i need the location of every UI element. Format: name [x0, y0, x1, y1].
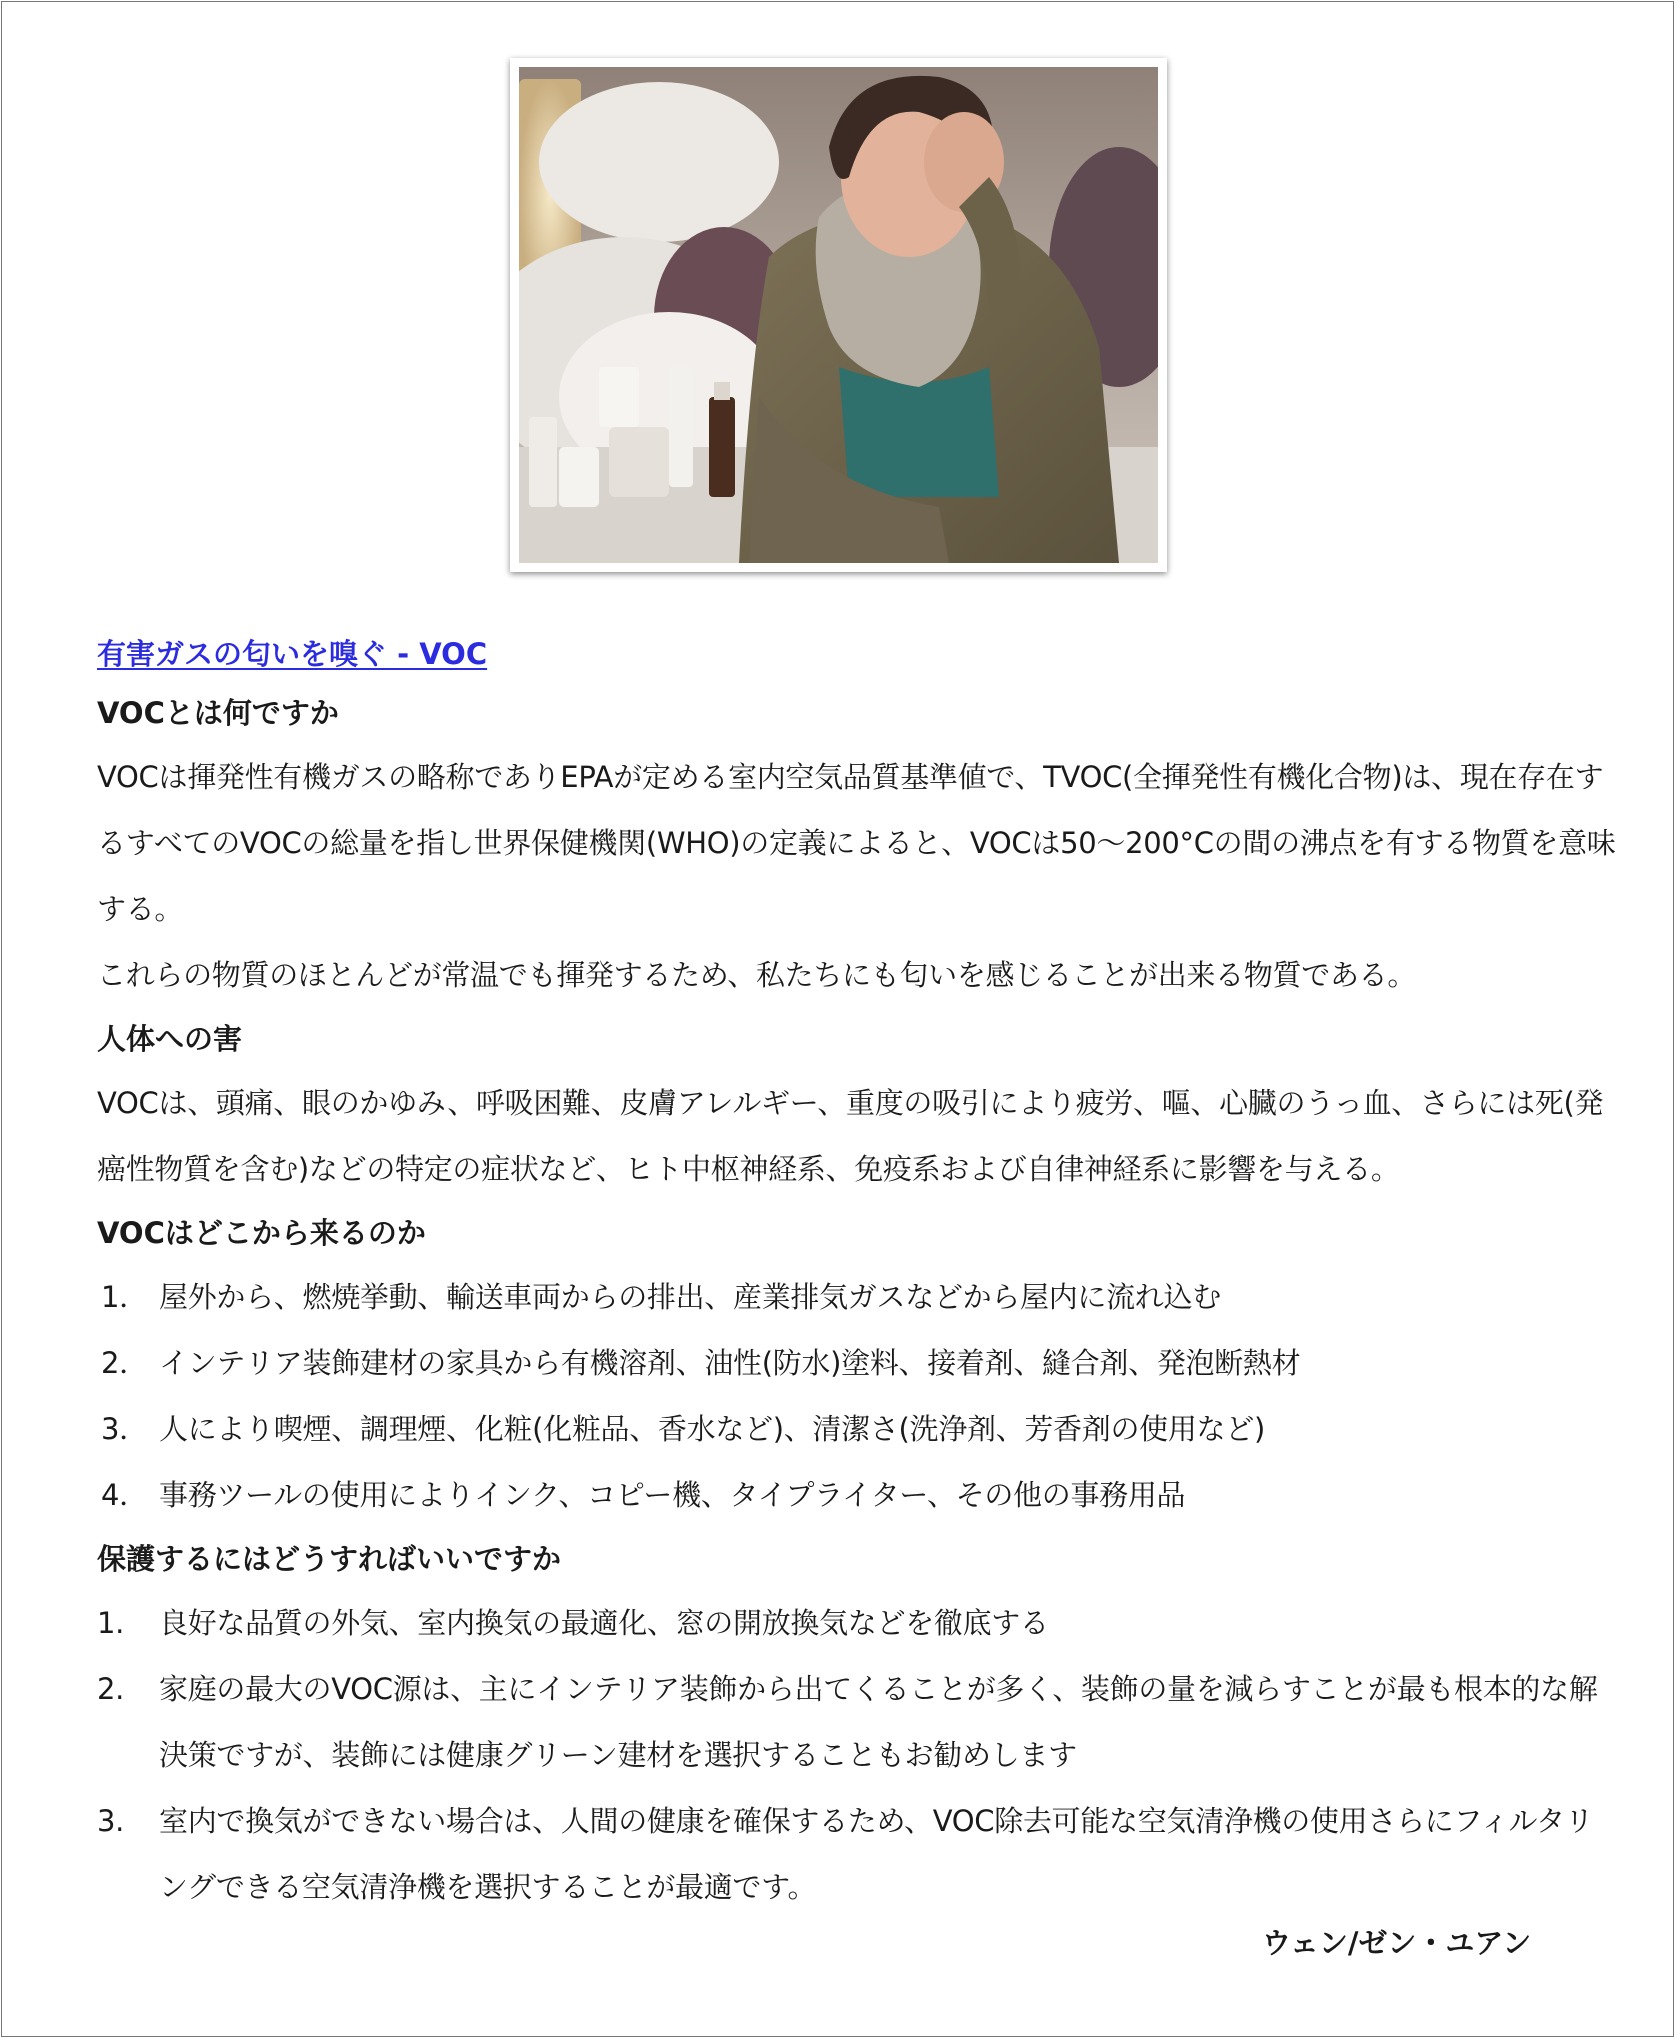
- author-name: ウェン/ゼン・ユアン: [1262, 1926, 1532, 1960]
- woman-headache-photo: [519, 67, 1158, 563]
- list-item-text: 室内で換気ができない場合は、人間の健康を確保するため、VOC除去可能な空気清浄機の使用さらにフィルタリングできる空気清浄機を選択することが最適です。: [159, 1804, 1594, 1904]
- heading-what-is-voc: VOCとは何ですか: [97, 696, 339, 730]
- list-item-number: 1．: [101, 1280, 148, 1314]
- article-title-link[interactable]: 有害ガスの匂いを嗅ぐ - VOC: [97, 637, 488, 671]
- list-item-text: 屋外から、燃焼挙動、輸送車両からの排出、産業排気ガスなどから屋内に流れ込む: [159, 1280, 1221, 1314]
- heading-protection: 保護するにはどうすればいいですか: [97, 1542, 562, 1576]
- list-item-text: 良好な品質の外気、室内換気の最適化、窓の開放換気などを徹底する: [159, 1606, 1049, 1640]
- paragraph-voc-volatility: これらの物質のほとんどが常温でも揮発するため、私たちにも匂いを感じることが出来る物質である。: [97, 958, 1417, 992]
- list-item: [97, 1264, 1617, 1330]
- list-item: [97, 1462, 1617, 1528]
- list-item: [97, 1788, 1617, 1920]
- heading-health-harm: 人体への害: [97, 1022, 243, 1056]
- list-item: [97, 1330, 1617, 1396]
- list-item-text: 家庭の最大のVOC源は、主にインテリア装飾から出てくることが多く、装飾の量を減らすことが最も根本的な解決策ですが、装飾には健康グリーン建材を選択することもお勧めします: [159, 1672, 1598, 1772]
- list-item: [97, 1396, 1617, 1462]
- list-item-number: 3．: [101, 1412, 148, 1446]
- list-item-text: 事務ツールの使用によりインク、コピー機、タイプライター、その他の事務用品: [159, 1478, 1186, 1512]
- protection-list: [97, 1590, 1617, 1920]
- paragraph-voc-definition: VOCは揮発性有機ガスの略称でありEPAが定める室内空気品質基準値で、TVOC(全揮発性有機化合物)は、現在存在するすべてのVOCの総量を指し世界保健機関(WHO)の定義によると、VOCは50～200°Cの間の沸点を有する物質を意味する。: [97, 760, 1616, 926]
- list-item-number: 4．: [101, 1478, 148, 1512]
- list-item: [97, 1656, 1617, 1788]
- paragraph-health-harm: VOCは、頭痛、眼のかゆみ、呼吸困難、皮膚アレルギー、重度の吸引により疲労、嘔、心臓のうっ血、さらには死(発癌性物質を含む)などの特定の症状など、ヒト中枢神経系、免疫系および自律神経系に影響を与える。: [97, 1086, 1604, 1186]
- list-item-number: 3.: [97, 1804, 125, 1838]
- article-body: [97, 626, 1617, 1920]
- list-item-number: 2．: [101, 1346, 148, 1380]
- list-item-number: 1.: [97, 1606, 125, 1640]
- list-item-text: 人により喫煙、調理煙、化粧(化粧品、香水など)、清潔さ(洗浄剤、芳香剤の使用など): [159, 1412, 1265, 1446]
- heading-voc-sources: VOCはどこから来るのか: [97, 1216, 426, 1250]
- photo-frame: [510, 58, 1167, 572]
- list-item-text: インテリア装飾建材の家具から有機溶剤、油性(防水)塗料、接着剤、縫合剤、発泡断熱材: [159, 1346, 1301, 1380]
- list-item: [97, 1590, 1617, 1656]
- list-item-number: 2.: [97, 1672, 125, 1706]
- voc-sources-list: [97, 1264, 1617, 1528]
